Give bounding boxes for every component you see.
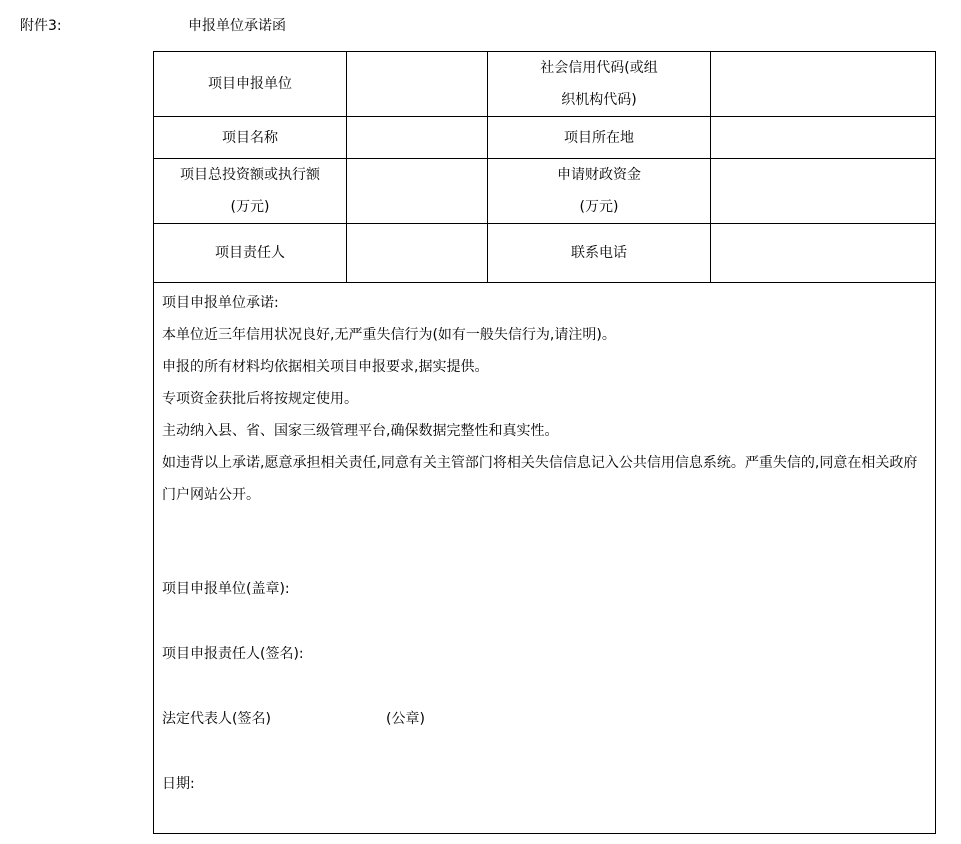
label-applicant-unit: 项目申报单位 xyxy=(154,52,347,117)
field-project-name[interactable] xyxy=(347,117,488,159)
label-credit-code-line1: 社会信用代码(或组 xyxy=(540,60,658,76)
commitment-section xyxy=(154,283,936,834)
label-credit-code-line2: 织机构代码) xyxy=(561,92,637,108)
label-total-investment xyxy=(154,159,347,224)
label-requested-funds xyxy=(488,159,711,224)
label-project-lead: 项目责任人 xyxy=(154,224,347,283)
commitment-line: 申报的所有材料均依据相关项目申报要求,据实提供。 xyxy=(162,359,489,375)
label-project-name: 项目名称 xyxy=(154,117,347,159)
commitment-line: 如违背以上承诺,愿意承担相关责任,同意有关主管部门将相关失信信息记入公共信用信息系统。严重失信的,同意在相关政府门户网站公开。 xyxy=(162,455,918,503)
responsible-signature-line: 项目申报责任人(签名): xyxy=(162,646,304,662)
official-seal-label: (公章) xyxy=(386,711,425,727)
table-row xyxy=(154,283,936,834)
label-total-investment-line1: 项目总投资额或执行额 xyxy=(180,167,320,183)
document-title: 申报单位承诺函 xyxy=(188,18,286,34)
date-line: 日期: xyxy=(162,776,195,792)
field-project-lead[interactable] xyxy=(347,224,488,283)
seal-unit-line: 项目申报单位(盖章): xyxy=(162,581,290,597)
field-total-investment[interactable] xyxy=(347,159,488,224)
field-credit-code[interactable] xyxy=(711,52,936,117)
label-requested-funds-line1: 申请财政资金 xyxy=(557,167,641,183)
commitment-heading: 项目申报单位承诺: xyxy=(162,295,279,311)
label-requested-funds-line2: (万元) xyxy=(579,199,619,215)
table-row xyxy=(154,117,936,159)
field-requested-funds[interactable] xyxy=(711,159,936,224)
label-project-location: 项目所在地 xyxy=(488,117,711,159)
label-contact-phone: 联系电话 xyxy=(488,224,711,283)
commitment-line: 本单位近三年信用状况良好,无严重失信行为(如有一般失信行为,请注明)。 xyxy=(162,327,616,343)
table-row xyxy=(154,52,936,117)
legal-representative-line: 法定代表人(签名) xyxy=(162,711,271,727)
field-contact-phone[interactable] xyxy=(711,224,936,283)
commitment-line: 专项资金获批后将按规定使用。 xyxy=(162,391,358,407)
table-row xyxy=(154,224,936,283)
field-applicant-unit[interactable] xyxy=(347,52,488,117)
field-project-location[interactable] xyxy=(711,117,936,159)
label-credit-code xyxy=(488,52,711,117)
annex-label: 附件3: xyxy=(20,18,62,34)
commitment-line: 主动纳入县、省、国家三级管理平台,确保数据完整性和真实性。 xyxy=(162,423,559,439)
table-row xyxy=(154,159,936,224)
label-total-investment-line2: (万元) xyxy=(230,199,270,215)
application-form-table xyxy=(153,51,936,834)
